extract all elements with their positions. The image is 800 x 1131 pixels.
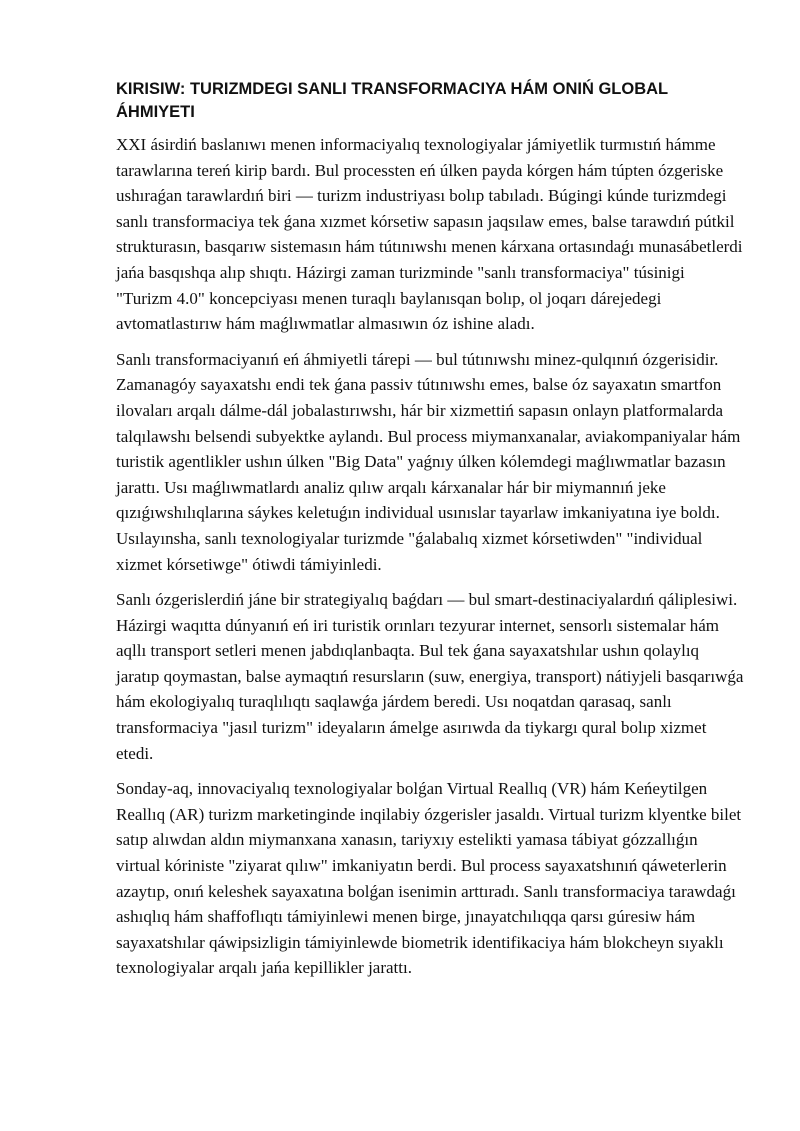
- paragraph-1: XXI ásirdiń baslanıwı menen informaciyalıq texnologiyalar jámiyetlik turmıstıń hámme tarawlarına tereń kirip bardı. Bul processten eń úlken payda kórgen hám túpten ózgeriske ushıraǵan tarawlardıń biri — turizm industriyası bolıp tabıladı. Búgingi kúnde turizmdegi sanlı transformaciya tek ǵana xızmet kórsetiw sapasın jaqsılaw emes, balse tarawdıń pútkil strukturasın, basqarıw sistemasın hám tútınıwshı menen kárxana ortasındaǵı munasábetlerdi jańa basqıshqa alıp shıqtı. Házirgi zaman turizminde "sanlı transformaciya" túsinigi "Turizm 4.0" koncepciyası menen turaqlı baylanısqan bolıp, ol joqarı dárejedegi avtomatlastırıw hám maǵlıwmatlar almasıwın óz ishine aladı.: [116, 135, 743, 334]
- paragraph-4: Sonday-aq, innovaciyalıq texnologiyalar bolǵan Virtual Reallıq (VR) hám Keńeytilgen Reallıq (AR) turizm marketinginde inqilabiy ózgerisler jasaldı. Virtual turizm klyentke bilet satıp alıwdan aldın miymanxana xanasın, tariyxıy estelikti yamasa tábiyat gózzallıǵın virtual kóriniste "ziyarat qılıw" imkaniyatın berdi. Bul process sayaxatshınıń qáweterlerin azaytıp, onıń keleshek sayaxatına bolǵan isenimin arttıradı. Sanlı transformaciya tarawdaǵı ashıqlıq hám shaffoflıqtı támiyinlewi menen birge, jınayatchılıqqa qarsı gúresiw hám sayaxatshılar qáwipsizligin támiyinlewde biometrik identifikaciya hám blokcheyn sıyaklı texnologiyalar arqalı jańa kepillikler jarattı.: [116, 779, 742, 978]
- paragraph-2: Sanlı transformaciyanıń eń áhmiyetli tárepi — bul tútınıwshı minez-qulqınıń ózgerisidir. Zamanagóy sayaxatshı endi tek ǵana passiv tútınıwshı emes, balse óz sayaxatın smartfon ilovaları arqalı dálme-dál jobalastırıwshı, hár bir xizmettiń sapasın onlayn platformalarda talqılawshı belsendi subyektke aylandı. Bul process miymanxanalar, aviakompaniyalar hám turistik agentlikler ushın úlken "Big Data" yaǵnıy úlken kólemdegi maǵlıwmatlar bazasın jarattı. Usı maǵlıwmatlardı analiz qılıw arqalı kárxanalar hár bir miymannıń jeke qızıǵıwshılıqlarına sáykes keletuǵın individual usınıslar tayarlaw imkaniyatına iye boldı. Usılayınsha, sanlı texnologiyalar turizmde "ǵalabalıq xizmet kórsetiwden" "individual xizmet kórsetiwge" ótiwdi támiyinledi.: [116, 349, 741, 574]
- document-page: [116, 78, 744, 991]
- document-title: KIRISIW: TURIZMDEGI SANLI TRANSFORMACIYA HÁM ONIŃ GLOBAL ÁHMIYETI: [116, 80, 668, 121]
- paragraph-3: Sanlı ózgerislerdiń jáne bir strategiyalıq baǵdarı — bul smart-destinaciyalardıń qáliplesiwi. Házirgi waqıtta dúnyanıń eń iri turistik orınları tezyurar internet, sensorlı sistemalar hám aqllı transport setleri menen jabdıqlanbaqta. Bul tek ǵana sayaxatshılar ushın qolaylıq jaratıp qoymastan, balse aymaqtıń resursların (suw, energiya, transport) nátiyjeli basqarıwǵa hám ekologiyalıq turaqlılıqtı saqlawǵa járdem beredi. Usı noqatdan qarasaq, sanlı transformaciya "jasıl turizm" ideyaların ámelge asırıwda da tiykargı qural bolıp xizmet etedi.: [116, 590, 744, 763]
